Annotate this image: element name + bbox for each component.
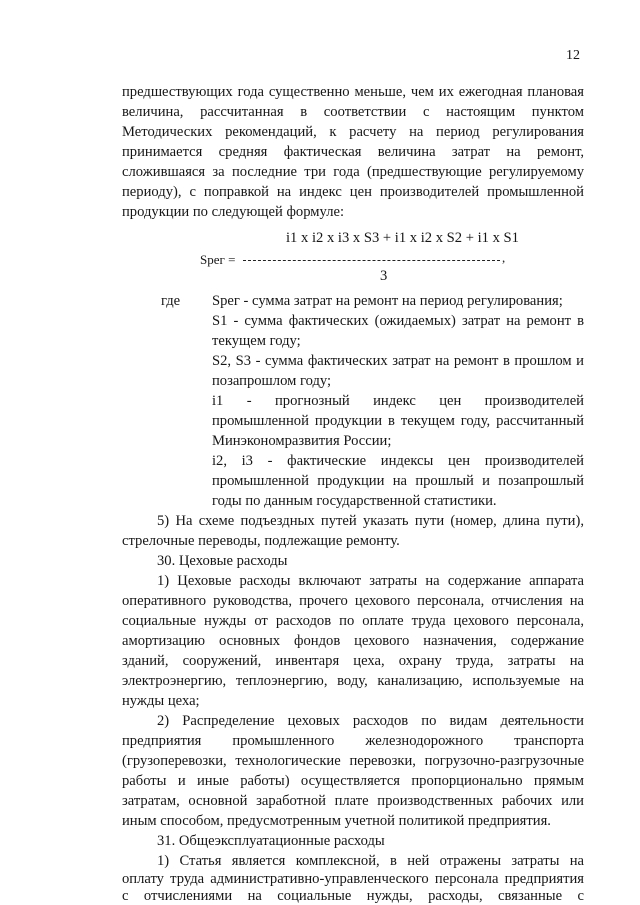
text-line: 5) На схеме подъездных путей указать пути (номер, длина пути), bbox=[157, 513, 584, 529]
text-line: стрелочные переводы, подлежащие ремонту. bbox=[122, 533, 400, 549]
text-line: социальные нужды от расходов по оплате труда цехового персонала, bbox=[122, 613, 584, 629]
text-line: продукции по следующей формуле: bbox=[122, 204, 345, 220]
text-line: принимается средняя фактическая величина затрат на ремонт, bbox=[122, 144, 584, 160]
definition-line: S1 - сумма фактических (ожидаемых) затрат на ремонт в bbox=[212, 313, 584, 329]
formula-tail: , bbox=[502, 250, 506, 265]
definition-line: S2, S3 - сумма фактических затрат на ремонт в прошлом и bbox=[212, 353, 584, 369]
text-line: оплату труда административно-управленческого персонала предприятия bbox=[122, 871, 584, 887]
definition-line: промышленной продукции в текущем году, рассчитанный bbox=[212, 413, 584, 429]
text-line: зданий, сооружений, инвентаря цеха, охрану труда, затраты на bbox=[122, 653, 584, 669]
definition-line: i2, i3 - фактические индексы цен производителей bbox=[212, 453, 584, 469]
text-line: предприятия промышленного железнодорожного транспорта bbox=[122, 733, 584, 749]
definitions-term: где bbox=[161, 293, 181, 309]
definition-line: Минэкономразвития России; bbox=[212, 433, 392, 449]
text-line: 1) Цеховые расходы включают затраты на содержание аппарата bbox=[157, 573, 584, 589]
text-line: 2) Распределение цеховых расходов по видам деятельности bbox=[157, 713, 584, 729]
formula-numerator: i1 x i2 x i3 x S3 + i1 x i2 x S2 + i1 x S1 bbox=[286, 230, 519, 246]
text-line: с отчислениями на социальные нужды, расходы, связанные с bbox=[122, 888, 584, 904]
text-line: затратам, основной заработной плате производственных рабочих или bbox=[122, 793, 584, 809]
page-number: 12 bbox=[566, 48, 580, 63]
text-line: предшествующих года существенно меньше, чем их ежегодная плановая bbox=[122, 84, 584, 100]
formula-fraction-rule bbox=[243, 260, 500, 261]
text-line: сложившаяся за последние три года (предшествующие регулируемому bbox=[122, 164, 584, 180]
text-line: иным способом, предусмотренным учетной политикой предприятия. bbox=[122, 813, 551, 829]
text-line: нужды цеха; bbox=[122, 693, 200, 709]
text-line: периоду), с поправкой на индекс цен производителей промышленной bbox=[122, 184, 584, 200]
text-line: величина, рассчитанная в соответствии с настоящим пунктом bbox=[122, 104, 584, 120]
text-line: электроэнергию, теплоэнергию, воду, канализацию, используемые на bbox=[122, 673, 584, 689]
formula-lhs: Sрег = bbox=[200, 252, 236, 267]
formula-denominator: 3 bbox=[380, 268, 388, 284]
text-line: работы и иные работы) осуществляется пропорционально прямым bbox=[122, 773, 584, 789]
definition-line: i1 - прогнозный индекс цен производителей bbox=[212, 393, 584, 409]
definition-line: годы по данным государственной статистики. bbox=[212, 493, 497, 509]
text-line: (грузоперевозки, технологические перевозки, погрузочно-разгрузочные bbox=[122, 753, 584, 769]
text-line: Методических рекомендаций, к расчету на период регулирования bbox=[122, 124, 584, 140]
section-heading: 30. Цеховые расходы bbox=[157, 553, 288, 569]
definition-line: Sрег - сумма затрат на ремонт на период регулирования; bbox=[212, 293, 563, 309]
definition-line: текущем году; bbox=[212, 333, 301, 349]
text-line: 1) Статья является комплексной, в ней отражены затраты на bbox=[157, 853, 584, 869]
definition-line: промышленной продукции на прошлый и позапрошлый bbox=[212, 473, 584, 489]
section-heading: 31. Общеэксплуатационные расходы bbox=[157, 833, 385, 849]
text-line: оперативного руководства, прочего цехового персонала, отчисления на bbox=[122, 593, 584, 609]
definition-line: позапрошлом году; bbox=[212, 373, 332, 389]
text-line: амортизацию основных фондов цехового назначения, содержание bbox=[122, 633, 584, 649]
